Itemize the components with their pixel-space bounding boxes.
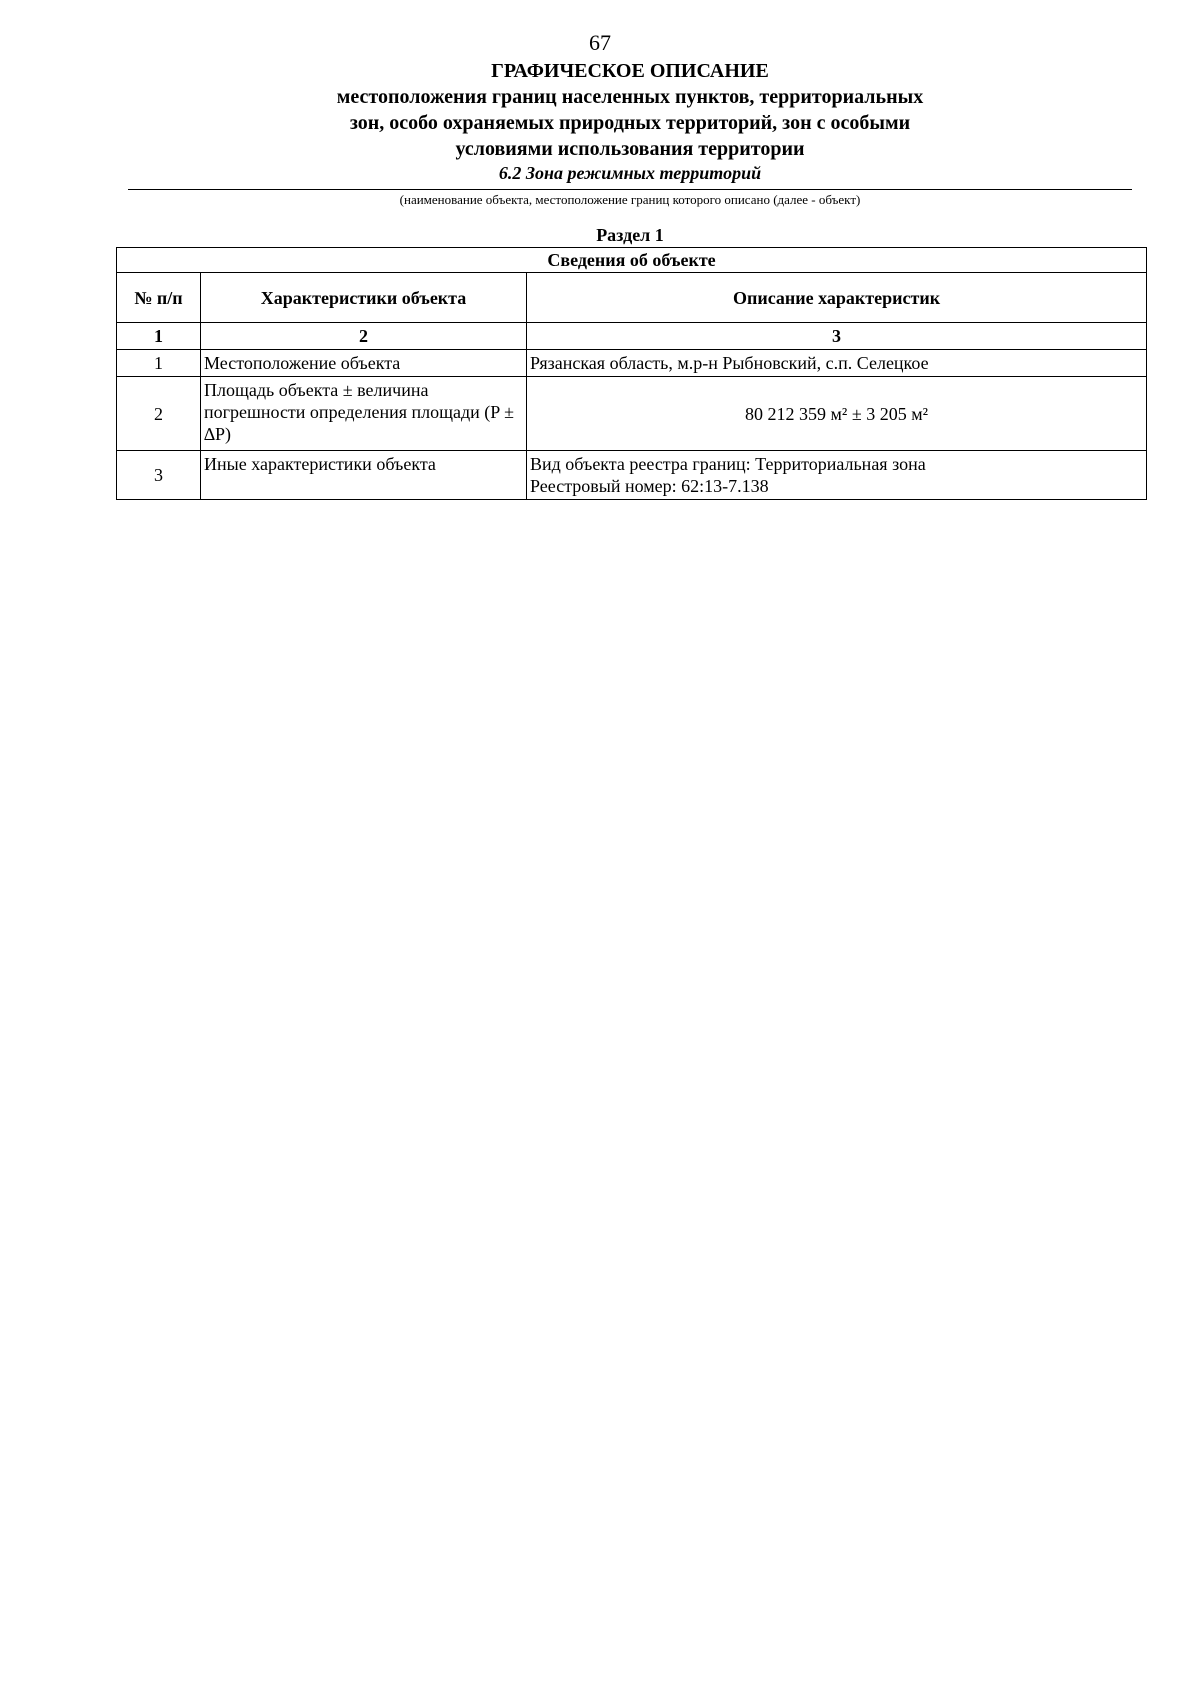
row-num: 3 [117,451,201,500]
header-num: № п/п [117,273,201,323]
table-title: Сведения об объекте [117,248,1147,273]
title-line-3: зон, особо охраняемых природных территорий, зон с особыми [349,112,911,134]
row-description [527,350,1147,377]
title-line-1: ГРАФИЧЕСКОЕ ОПИСАНИЕ [491,60,769,82]
row-description [527,451,1147,500]
object-name: 6.2 Зона режимных территорий [498,163,762,183]
object-name-underline [128,189,1132,190]
column-number: 2 [201,323,527,350]
row-description-line: Вид объекта реестра границ: Территориальная зона [530,454,926,474]
page-number: 67 [589,30,611,55]
row-characteristic: Иные характеристики объекта [201,451,527,500]
object-caption: (наименование объекта, местоположение границ которого описано (далее - объект) [399,192,861,207]
row-description-line: Рязанская область, м.р-н Рыбновский, с.п. Селецкое [530,353,929,373]
column-number: 3 [527,323,1147,350]
table-header-row [117,273,1147,323]
table-row [117,451,1147,500]
title-line-2: местоположения границ населенных пунктов, территориальных [336,86,924,108]
column-numbers-row [117,323,1147,350]
title-line-4: условиями использования территории [455,138,805,160]
row-num: 2 [117,377,201,451]
row-description [527,377,1147,451]
row-description-line: Реестровый номер: 62:13-7.138 [530,476,769,496]
document-title [200,58,1060,162]
object-info-table [116,247,1147,500]
section-title: Раздел 1 [596,225,664,245]
table-row [117,350,1147,377]
table-row [117,377,1147,451]
table-title-row [117,248,1147,273]
header-characteristics: Характеристики объекта [201,273,527,323]
row-description-line: 80 212 359 м² ± 3 205 м² [745,403,928,424]
row-characteristic: Местоположение объекта [201,350,527,377]
column-number: 1 [117,323,201,350]
row-characteristic: Площадь объекта ± величина погрешности определения площади (P ± ∆P) [201,377,527,451]
row-num: 1 [117,350,201,377]
header-description: Описание характеристик [527,273,1147,323]
